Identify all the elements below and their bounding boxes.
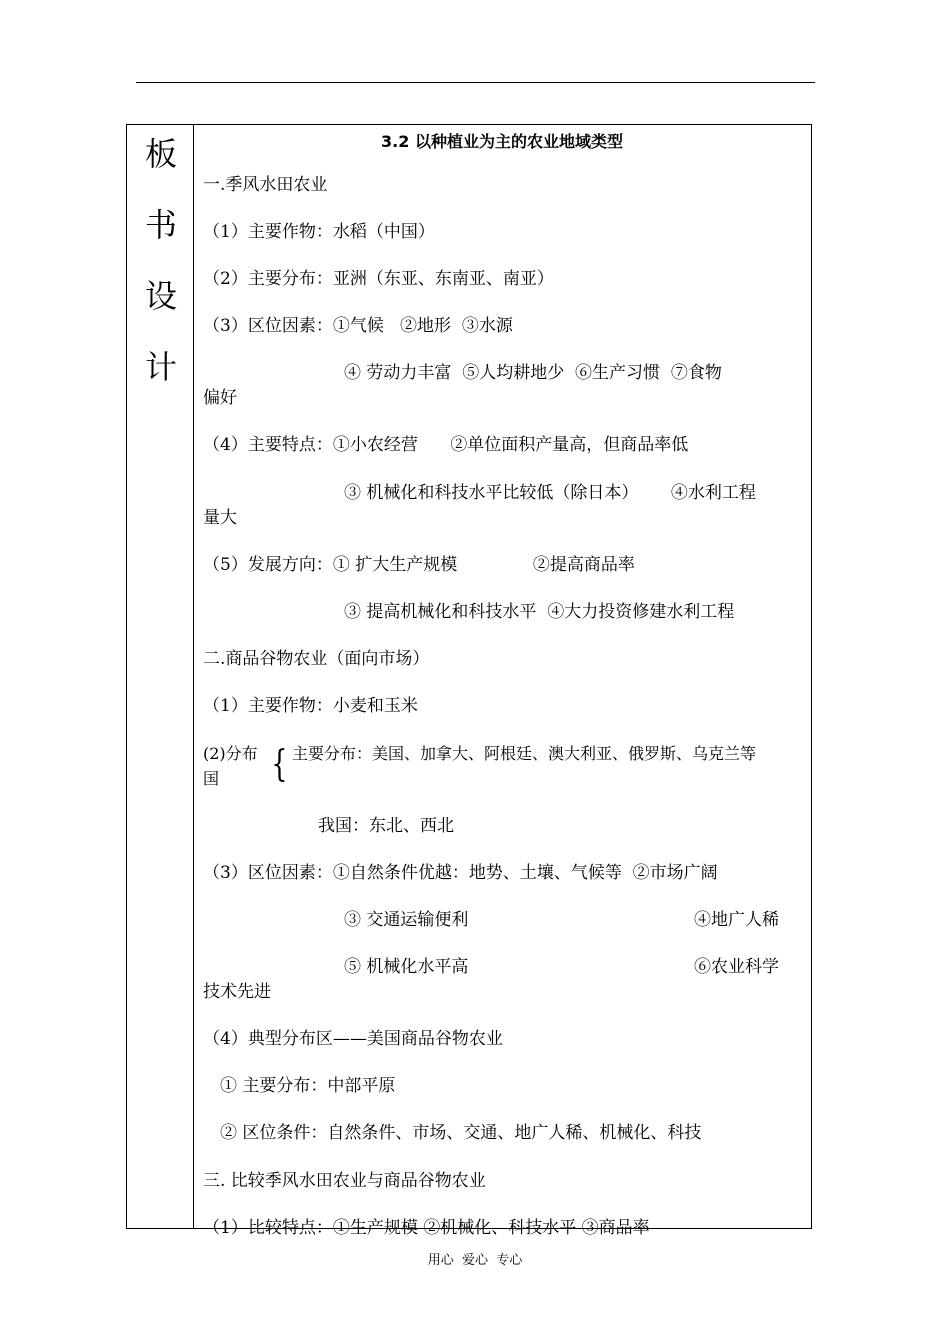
side-label-char: 计: [144, 348, 177, 386]
text-line: （5）发展方向：① 扩大生产规模 ②提高商品率: [203, 555, 635, 575]
text-line: 我国：东北、西北: [318, 816, 454, 836]
page-footer: 用心 爱心 专心: [427, 1253, 523, 1268]
section-heading: 二.商品谷物农业（面向市场）: [203, 649, 430, 669]
text-line: （4）主要特点：①小农经营 ②单位面积产量高，但商品率低: [203, 435, 689, 455]
text-line: ⑤ 机械化水平高: [344, 957, 469, 977]
text-line: ⑥农业科学: [694, 957, 779, 977]
header-rule: [136, 82, 815, 83]
text-line: （1）主要作物：水稻（中国）: [203, 222, 435, 242]
text-line: 偏好: [203, 388, 237, 408]
text-line: ④地广人稀: [694, 910, 779, 930]
section-heading: 三. 比较季风水田农业与商品谷物农业: [203, 1171, 486, 1191]
text-line: 国: [203, 769, 220, 788]
side-label-char: 设: [144, 277, 177, 315]
text-line: （3）区位因素：①气候 ②地形 ③水源: [203, 316, 513, 336]
text-line: （1）比较特点：①生产规模 ②机械化、科技水平 ③商品率: [203, 1218, 650, 1238]
text-line: ④ 劳动力丰富 ⑤人均耕地少 ⑥生产习惯 ⑦食物: [344, 363, 722, 383]
text-line: 技术先进: [203, 982, 271, 1002]
text-line: ① 主要分布：中部平原: [220, 1076, 396, 1096]
text-line: 主要分布：美国、加拿大、阿根廷、澳大利亚、俄罗斯、乌克兰等: [292, 744, 757, 763]
page-title: 3.2 以种植业为主的农业地域类型: [381, 132, 623, 151]
text-line: （1）主要作物：小麦和玉米: [203, 696, 418, 716]
text-line: ③ 提高机械化和科技水平 ④大力投资修建水利工程: [344, 602, 735, 622]
text-line: （2）主要分布：亚洲（东亚、东南亚、南亚）: [203, 269, 554, 289]
text-line: (2)分布: [203, 744, 258, 763]
text-line: 量大: [203, 508, 237, 528]
text-line: （4）典型分布区——美国商品谷物农业: [203, 1029, 503, 1049]
curly-brace: {: [271, 744, 288, 785]
section-heading: 一.季风水田农业: [203, 175, 328, 195]
text-line: ③ 机械化和科技水平比较低（除日本） ④水利工程: [344, 483, 756, 503]
side-label-char: 板: [144, 135, 177, 173]
side-label-char: 书: [144, 206, 177, 244]
text-line: ③ 交通运输便利: [344, 910, 469, 930]
table-column-divider: [193, 124, 194, 1228]
text-line: ② 区位条件：自然条件、市场、交通、地广人稀、机械化、科技: [220, 1123, 702, 1143]
text-line: （3）区位因素：①自然条件优越：地势、土壤、气候等 ②市场广阔: [203, 863, 718, 883]
